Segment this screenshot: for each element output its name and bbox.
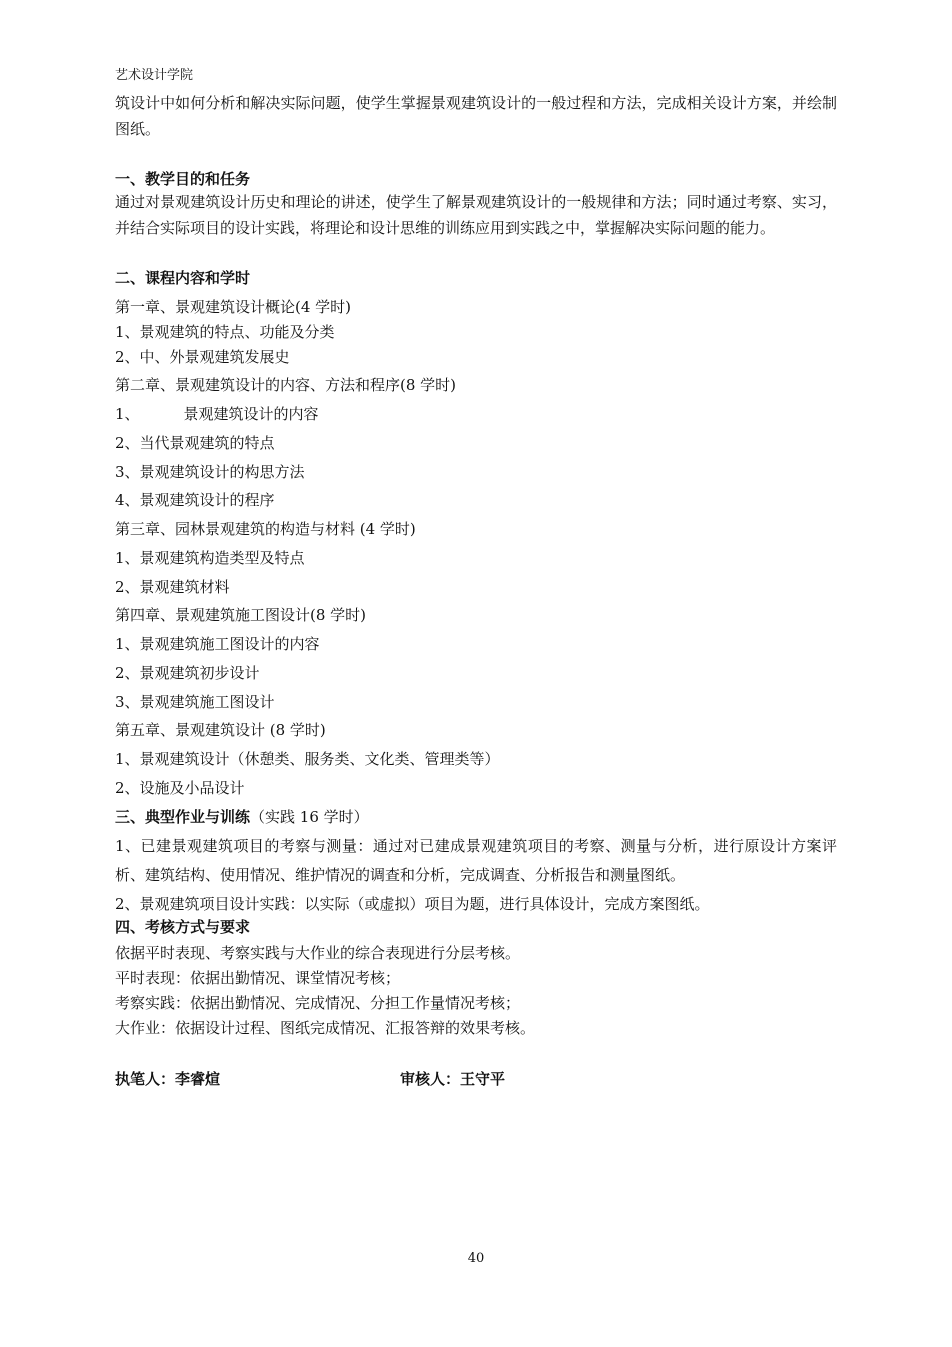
list-item: 依据平时表现、考察实践与大作业的综合表现进行分层考核。 (115, 944, 521, 962)
list-item-text: 景观建筑设计的内容 (183, 405, 319, 423)
list-item: 2、景观建筑材料 (115, 578, 230, 596)
page-number: 40 (467, 1251, 485, 1266)
section-3-heading (115, 806, 369, 827)
author-signature: 执笔人：李睿煊 (115, 1070, 221, 1088)
list-item: 1、景观建筑设计（休憩类、服务类、文化类、管理类等） (115, 750, 500, 768)
section-3-note: （实践 16 学时） (250, 808, 369, 826)
list-item: 3、景观建筑设计的构思方法 (115, 463, 305, 481)
section-4-title: 四、考核方式与要求 (115, 918, 251, 936)
list-item: 2、设施及小品设计 (115, 779, 245, 797)
intro-paragraph: 筑设计中如何分析和解决实际问题，使学生掌握景观建筑设计的一般过程和方法，完成相关设计方案，并绘制图纸。 (115, 94, 837, 138)
section-3-item-1: 1、已建景观建筑项目的考察与测量：通过对已建成景观建筑项目的考察、测量与分析，进行原设计方案评析、建筑结构、使用情况、维护情况的调查和分析，完成调查、分析报告和测量图纸。 (115, 837, 837, 884)
list-item: 考察实践：依据出勤情况、完成情况、分担工作量情况考核； (115, 994, 521, 1012)
chapter-2: 第二章、景观建筑设计的内容、方法和程序(8 学时) (115, 376, 457, 394)
reviewer-signature: 审核人：王守平 (400, 1070, 506, 1088)
list-item: 2、中、外景观建筑发展史 (115, 348, 290, 366)
chapter-5: 第五章、景观建筑设计 (8 学时) (115, 721, 326, 739)
page-header: 艺术设计学院 (115, 68, 194, 83)
list-item: 2、景观建筑初步设计 (115, 664, 260, 682)
section-3-item-2: 2、景观建筑项目设计实践：以实际（或虚拟）项目为题，进行具体设计，完成方案图纸。 (115, 895, 710, 913)
list-item: 4、景观建筑设计的程序 (115, 491, 275, 509)
chapter-3: 第三章、园林景观建筑的构造与材料 (4 学时) (115, 520, 416, 538)
list-item: 大作业：依据设计过程、图纸完成情况、汇报答辩的效果考核。 (115, 1019, 536, 1037)
list-item: 1、景观建筑的特点、功能及分类 (115, 323, 335, 341)
chapter-1: 第一章、景观建筑设计概论(4 学时) (115, 298, 352, 316)
section-3-title: 三、典型作业与训练 (115, 808, 251, 826)
chapter-4: 第四章、景观建筑施工图设计(8 学时) (115, 606, 367, 624)
list-item: 3、景观建筑施工图设计 (115, 693, 275, 711)
list-item: 平时表现：依据出勤情况、课堂情况考核； (115, 969, 401, 987)
list-item-number: 1、 (115, 405, 140, 423)
section-2-title: 二、课程内容和学时 (115, 269, 251, 287)
section-1-body: 通过对景观建筑设计历史和理论的讲述，使学生了解景观建筑设计的一般规律和方法；同时通过考察、实习，并结合实际项目的设计实践，将理论和设计思维的训练应用到实践之中，掌握解决实际问题的能力。 (115, 193, 837, 237)
list-item: 1、景观建筑构造类型及特点 (115, 549, 305, 567)
section-1-title: 一、教学目的和任务 (115, 170, 251, 188)
list-item (115, 403, 319, 424)
list-item: 1、景观建筑施工图设计的内容 (115, 635, 320, 653)
list-item: 2、当代景观建筑的特点 (115, 434, 275, 452)
